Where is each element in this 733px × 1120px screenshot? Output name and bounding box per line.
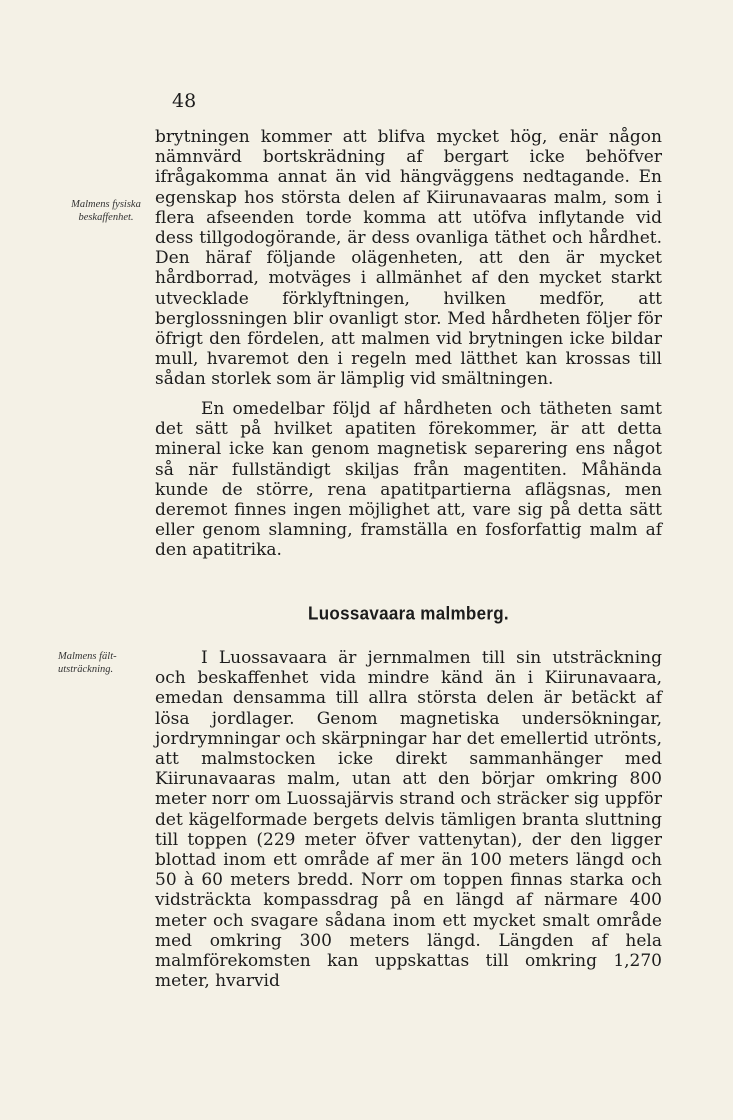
- paragraph-continuation: brytningen kommer att blifva mycket hög, enär någon nämnvärd bortskrädning af bergart icke behöfver ifrågakomma annat än vid hängväggens nedtagande. En egenskap hos största delen af Kiirunavaaras malm, som i flera afseenden torde komma att utöfva inflytande vid dess tillgodogörande, är dess ovanliga täthet och hårdhet. Den häraf följande olägenheten, att den är mycket hårdborrad, motväges i allmänhet af den mycket starkt utvecklade förklyftningen, hvilken medför, att berglossningen blir ovanligt stor. Med hårdheten följer för öfrigt den fördelen, att malmen vid brytningen icke bildar mull, hvaremot den i regeln med lätthet kan krossas till sådan storlek som är lämplig vid smältningen.: [155, 127, 662, 390]
- paragraph-luossavaara: I Luossavaara är jernmalmen till sin utsträckning och beskaffenhet vida mindre känd än i Kiirunavaara, emedan densamma till allra största delen är betäckt af lösa jordlager. Genom magnetiska undersökningar, jordrymningar och skärpningar har det emellertid utrönts, att malmstocken icke direkt sammanhänger med Kiirunavaaras malm, utan att den börjar omkring 800 meter norr om Luossajärvis strand och sträcker sig uppför det kägelformade bergets delvis tämligen branta sluttning till toppen (229 meter öfver vattenytan), der den ligger blottad inom ett område af mer än 100 meters längd och 50 à 60 meters bredd. Norr om toppen finnas starka och vidsträckta kompassdrag på en längd af närmare 400 meter och svagare sådana inom ett mycket smalt område med omkring 300 meters längd. Längden af hela malmförekomsten kan uppskattas till omkring 1,270 meter, hvarvid: [155, 648, 662, 992]
- margin-note-physical-properties: Malmens fysiska beskaffenhet.: [71, 199, 141, 223]
- page-number: 48: [172, 90, 197, 112]
- section-heading: Luossavaara malmberg.: [308, 603, 509, 624]
- paragraph-apatite: En omedelbar följd af hårdheten och tätheten samt det sätt på hvilket apatiten förekommer, är att detta mineral icke kan genom magnetisk separering ens något så när fullständigt skiljas från magentiten. Måhända kunde de större, rena apatitpartierna aflägsnas, men deremot finnes ingen möjlighet att, vare sig på detta sätt eller genom slamning, framställa en fosforfattig malm af den apatitrika.: [155, 399, 662, 561]
- margin-note-field-extent: Malmens fält-utsträckning.: [58, 651, 117, 675]
